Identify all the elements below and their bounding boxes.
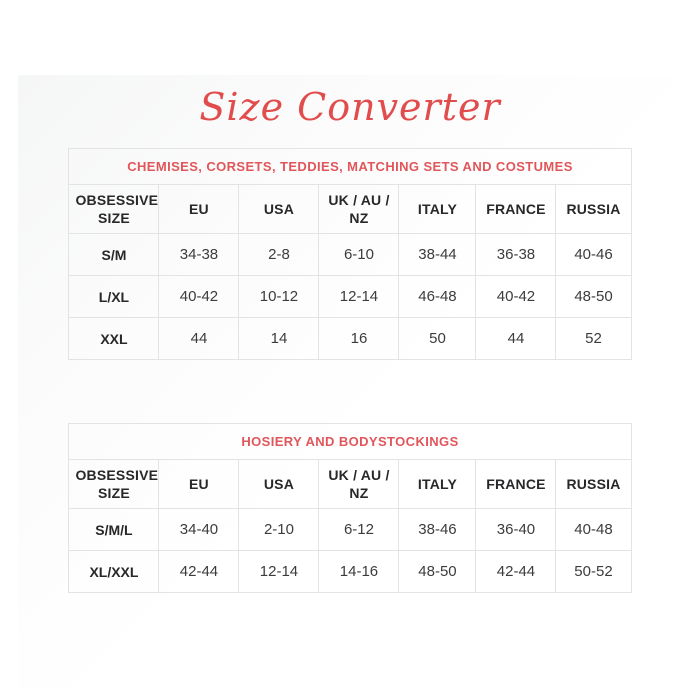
- column-header: RUSSIA: [556, 460, 631, 509]
- column-header: ITALY: [399, 460, 476, 509]
- table-row: [69, 509, 631, 551]
- size-conversion-table: [68, 423, 631, 593]
- size-value-cell: 44: [159, 318, 239, 360]
- size-value-cell: 40-42: [476, 276, 556, 318]
- size-value-cell: 36-40: [476, 509, 556, 551]
- column-header: EU: [159, 185, 239, 234]
- size-value-cell: 38-44: [399, 234, 476, 276]
- size-value-cell: 40-42: [159, 276, 239, 318]
- size-value-cell: 6-10: [319, 234, 399, 276]
- size-value-cell: 50-52: [556, 551, 631, 593]
- size-value-cell: 34-38: [159, 234, 239, 276]
- size-value-cell: 50: [399, 318, 476, 360]
- table-row: [69, 551, 631, 593]
- table-body: [69, 234, 631, 360]
- table-caption: HOSIERY AND BODYSTOCKINGS: [69, 424, 631, 460]
- size-value-cell: 40-48: [556, 509, 631, 551]
- table-header-row: [69, 460, 631, 509]
- size-value-cell: 14: [239, 318, 319, 360]
- column-header: USA: [239, 460, 319, 509]
- obsessive-size-cell: XXL: [69, 318, 159, 360]
- table-header-row: [69, 185, 631, 234]
- column-header: OBSESSIVE SIZE: [69, 460, 159, 509]
- size-conversion-table: [68, 148, 631, 360]
- size-value-cell: 40-46: [556, 234, 631, 276]
- content-panel: [18, 75, 682, 689]
- obsessive-size-cell: XL/XXL: [69, 551, 159, 593]
- size-value-cell: 44: [476, 318, 556, 360]
- column-header: OBSESSIVE SIZE: [69, 185, 159, 234]
- column-header: UK / AU / NZ: [319, 185, 399, 234]
- column-header: RUSSIA: [556, 185, 631, 234]
- column-header: ITALY: [399, 185, 476, 234]
- size-value-cell: 2-8: [239, 234, 319, 276]
- column-header: USA: [239, 185, 319, 234]
- size-value-cell: 12-14: [239, 551, 319, 593]
- size-value-cell: 2-10: [239, 509, 319, 551]
- obsessive-size-cell: S/M/L: [69, 509, 159, 551]
- obsessive-size-cell: S/M: [69, 234, 159, 276]
- size-value-cell: 34-40: [159, 509, 239, 551]
- column-header: EU: [159, 460, 239, 509]
- table-caption-row: [69, 424, 631, 460]
- size-value-cell: 6-12: [319, 509, 399, 551]
- page-title: Size Converter: [199, 85, 501, 129]
- size-value-cell: 14-16: [319, 551, 399, 593]
- size-value-cell: 48-50: [399, 551, 476, 593]
- column-header: FRANCE: [476, 460, 556, 509]
- size-value-cell: 12-14: [319, 276, 399, 318]
- table-caption: CHEMISES, CORSETS, TEDDIES, MATCHING SETS AND COSTUMES: [69, 149, 631, 185]
- size-value-cell: 36-38: [476, 234, 556, 276]
- size-value-cell: 52: [556, 318, 631, 360]
- table-caption-row: [69, 149, 631, 185]
- table-row: [69, 318, 631, 360]
- size-tables-container: [18, 148, 682, 593]
- size-value-cell: 48-50: [556, 276, 631, 318]
- size-value-cell: 16: [319, 318, 399, 360]
- size-value-cell: 42-44: [476, 551, 556, 593]
- obsessive-size-cell: L/XL: [69, 276, 159, 318]
- table-row: [69, 276, 631, 318]
- size-value-cell: 46-48: [399, 276, 476, 318]
- table-row: [69, 234, 631, 276]
- size-value-cell: 38-46: [399, 509, 476, 551]
- column-header: UK / AU / NZ: [319, 460, 399, 509]
- size-value-cell: 42-44: [159, 551, 239, 593]
- size-value-cell: 10-12: [239, 276, 319, 318]
- column-header: FRANCE: [476, 185, 556, 234]
- table-body: [69, 509, 631, 593]
